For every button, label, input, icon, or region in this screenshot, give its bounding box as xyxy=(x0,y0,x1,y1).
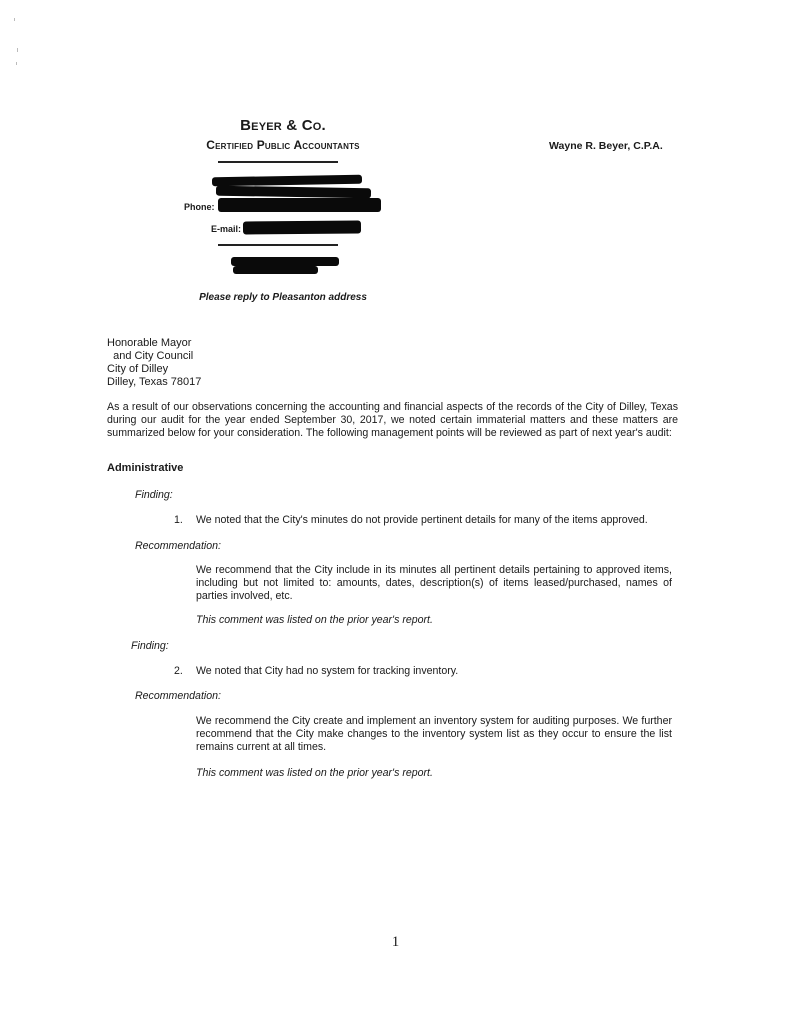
firm-subtitle: Certified Public Accountants xyxy=(206,138,360,152)
finding-text: We noted that City had no system for tracking inventory. xyxy=(196,665,459,677)
redacted-alt-address xyxy=(231,257,339,266)
intro-paragraph: As a result of our observations concerning the accounting and financial aspects of the records of the City of Dilley, Texas during our audit for the year ended September 30, 2017, we noted certain immaterial matters and these matters are summarized below for your consideration. The following management points will be reviewed as part of next year's audit: xyxy=(107,401,678,439)
contact-rule xyxy=(218,244,338,246)
recommendation-text: We recommend that the City include in its minutes all pertinent details pertaining to approved items, including but not limited to: amounts, dates, description(s) of items leased/purchased, names of parties involved, etc. xyxy=(196,564,672,602)
firm-name: Beyer & Co. xyxy=(240,117,326,134)
redacted-email xyxy=(243,220,361,234)
scan-mark xyxy=(17,48,18,52)
prior-year-note: This comment was listed on the prior year's report. xyxy=(196,767,433,779)
phone-label: Phone: xyxy=(184,202,215,212)
partner-name: Wayne R. Beyer, C.P.A. xyxy=(549,140,663,152)
finding-label: Finding: xyxy=(135,489,173,501)
page-number: 1 xyxy=(391,934,400,950)
recipient-address xyxy=(107,337,201,389)
recipient-line: Dilley, Texas 78017 xyxy=(107,376,202,388)
redacted-alt-address xyxy=(233,266,318,274)
recommendation-label: Recommendation: xyxy=(135,540,221,552)
recommendation-text: We recommend the City create and implement an inventory system for auditing purposes. We further recommend that the City make changes to the inventory system list as they occur to ensure the list remains current at all times. xyxy=(196,715,672,753)
section-title: Administrative xyxy=(107,462,184,474)
finding-number: 2. xyxy=(174,665,183,677)
recipient-line: City of Dilley xyxy=(107,363,169,375)
scan-mark xyxy=(16,62,17,65)
redacted-address-line xyxy=(212,175,362,187)
finding-text: We noted that the City's minutes do not provide pertinent details for many of the items approved. xyxy=(196,514,648,526)
redacted-address-line xyxy=(216,186,371,199)
email-label: E-mail: xyxy=(211,224,242,234)
prior-year-note: This comment was listed on the prior year's report. xyxy=(196,614,433,626)
reply-note: Please reply to Pleasanton address xyxy=(199,292,367,303)
redacted-phone xyxy=(218,198,381,212)
recipient-line: Honorable Mayor xyxy=(107,337,192,349)
letterhead-rule xyxy=(218,161,338,163)
recommendation-label: Recommendation: xyxy=(135,690,221,702)
finding-number: 1. xyxy=(174,514,183,526)
recipient-line: and City Council xyxy=(107,350,194,362)
finding-label: Finding: xyxy=(131,640,169,652)
scan-mark xyxy=(14,18,15,21)
